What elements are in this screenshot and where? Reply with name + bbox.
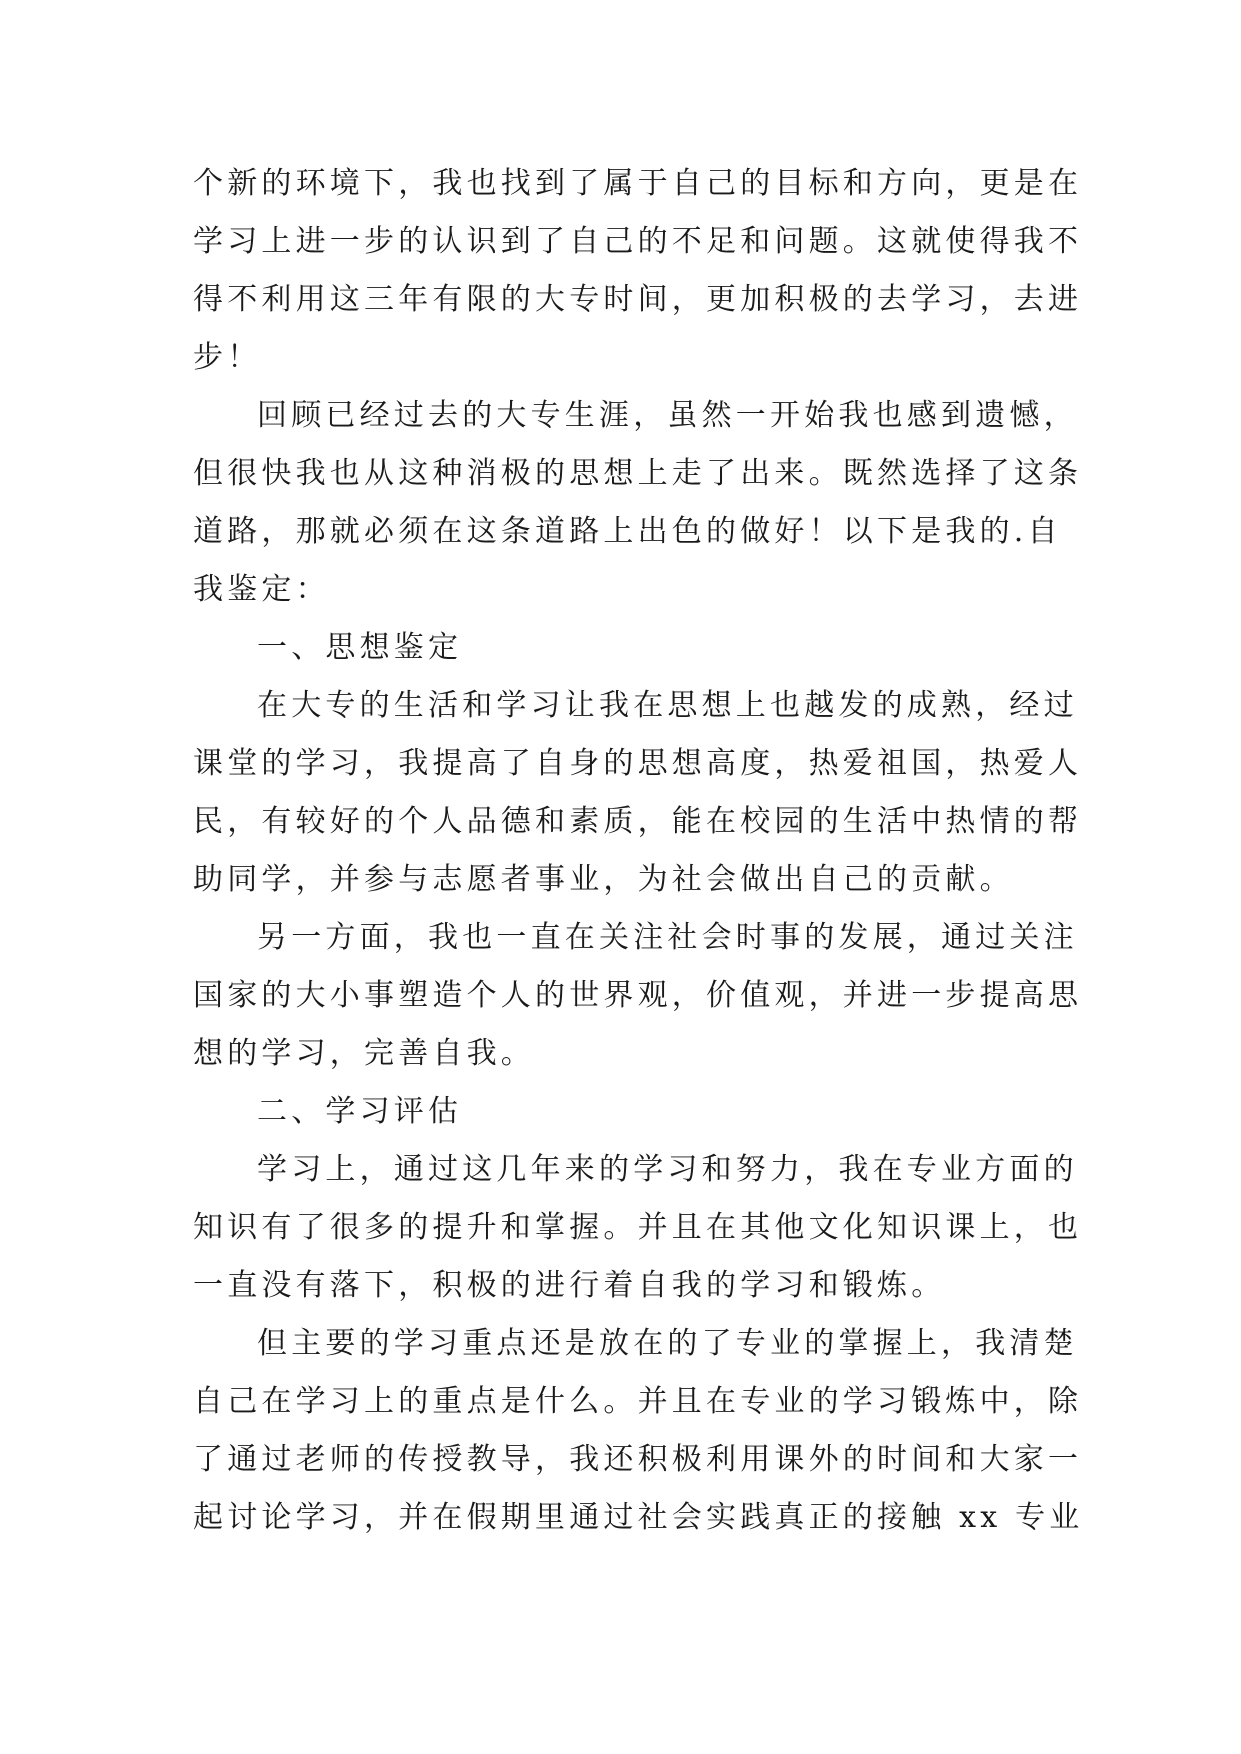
paragraph (193, 677, 1083, 909)
text-line: 道路，那就必须在这条道路上出色的做好！以下是我的.自 (193, 514, 1062, 549)
section-heading-text: 二、学习评估 (257, 1094, 463, 1129)
text-line: 知识有了很多的提升和掌握。并且在其他文化知识课上，也 (193, 1210, 1083, 1245)
text-line: 另一方面，我也一直在关注社会时事的发展，通过关注 (257, 920, 1078, 955)
paragraph (193, 1315, 1084, 1547)
text-line: 我鉴定： (193, 572, 330, 607)
text-line: 国家的大小事塑造个人的世界观，价值观，并进一步提高思 (193, 978, 1083, 1013)
text-line: 自己在学习上的重点是什么。并且在专业的学习锻炼中，除 (193, 1384, 1083, 1419)
text-line: 民，有较好的个人品德和素质，能在校园的生活中热情的帮 (193, 804, 1083, 839)
section-heading (193, 1083, 1053, 1141)
text-line: 想的学习，完善自我。 (193, 1036, 535, 1071)
text-line: 了通过老师的传授教导，我还积极利用课外的时间和大家一 (193, 1442, 1083, 1477)
section-heading (193, 619, 1053, 677)
paragraph (193, 387, 1083, 619)
text-line: 课堂的学习，我提高了自身的思想高度，热爱祖国，热爱人 (193, 746, 1083, 781)
document-body (193, 155, 1084, 1547)
text-line: 在大专的生活和学习让我在思想上也越发的成熟，经过 (257, 688, 1078, 723)
text-line: 但很快我也从这种消极的思想上走了出来。既然选择了这条 (193, 456, 1083, 491)
text-line: 学习上进一步的认识到了自己的不足和问题。这就使得我不 (193, 224, 1083, 259)
section-heading-text: 一、思想鉴定 (257, 630, 463, 665)
text-line: 步！ (193, 340, 262, 375)
text-line: 得不利用这三年有限的大专时间，更加积极的去学习，去进 (193, 282, 1083, 317)
text-line: 个新的环境下，我也找到了属于自己的目标和方向，更是在 (193, 166, 1083, 201)
text-line: 但主要的学习重点还是放在的了专业的掌握上，我清楚 (257, 1326, 1078, 1361)
text-line: 起讨论学习，并在假期里通过社会实践真正的接触 xx 专业 (193, 1500, 1084, 1535)
text-line: 学习上，通过这几年来的学习和努力，我在专业方面的 (257, 1152, 1078, 1187)
paragraph (193, 155, 1083, 387)
text-line: 一直没有落下，积极的进行着自我的学习和锻炼。 (193, 1268, 946, 1303)
paragraph (193, 909, 1083, 1083)
text-line: 回顾已经过去的大专生涯，虽然一开始我也感到遗憾， (257, 398, 1078, 433)
text-line: 助同学，并参与志愿者事业，为社会做出自己的贡献。 (193, 862, 1014, 897)
paragraph (193, 1141, 1083, 1315)
